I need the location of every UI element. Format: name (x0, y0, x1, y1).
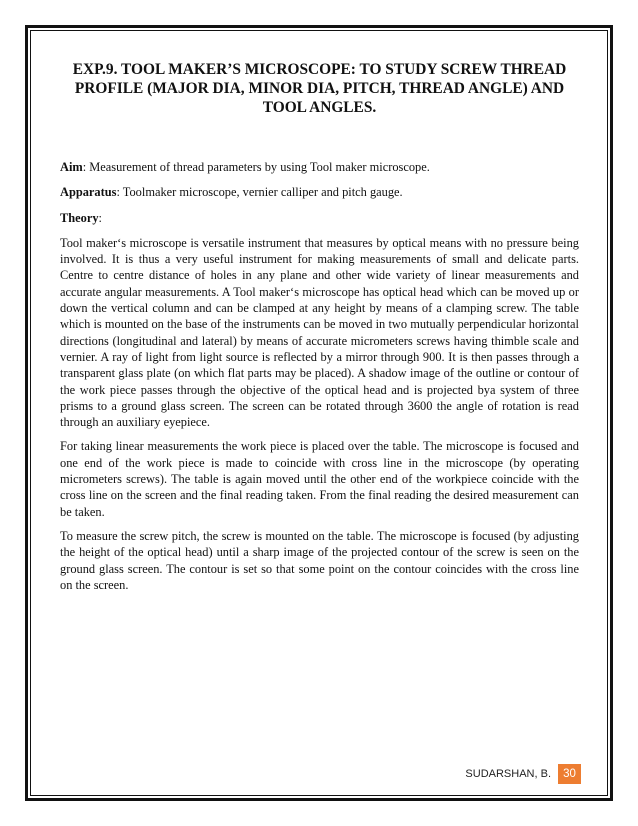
experiment-title: EXP.9. TOOL MAKER’S MICROSCOPE: TO STUDY SCREW THREAD PROFILE (MAJOR DIA, MINOR DIA, PITCH, THREAD ANGLE) AND TOOL ANGLES. (72, 61, 567, 116)
theory-paragraph-1: Tool maker‘s microscope is versatile instrument that measures by optical means with no pressure being involved. It is thus a very useful instrument for making measurements of small and delicate parts. Centre to centre distance of holes in any plane and other wide variety of linear measurements and accurate angular measurements. A Tool maker‘s microscope has optical head which can be moved up or down the vertical column and can be clamped at any height by means of a clamping screw. The table which is mounted on the base of the instruments can be moved in two mutually perpendicular horizontal directions (longitudinal and lateral) by means of accurate micrometers screws having thimble scale and vernier. A ray of light from light source is reflected by a mirror through 900. It is then passes through a transparent glass plate (on which flat parts may be placed). A shadow image of the outline or contour of the work piece passes through the objective of the optical head and is projected bya system of three prisms to a ground glass screen. The screen can be rotated through 3600 the angle of rotation is read through an auxiliary eyepiece. (60, 235, 579, 430)
page-footer (465, 764, 581, 784)
theory-paragraph-3: To measure the screw pitch, the screw is mounted on the table. The microscope is focused (by adjusting the height of the optical head) until a sharp image of the projected contour of the screw is seen on the ground glass screen. The contour is set so that some point on the contour coincides with the cross line on the screen. (60, 528, 579, 592)
theory-label: Theory (60, 210, 99, 225)
page-number-badge: 30 (558, 764, 581, 784)
footer-author: SUDARSHAN, B. (465, 768, 551, 780)
aim-label: Aim (60, 160, 83, 174)
apparatus-label: Apparatus (60, 185, 117, 200)
theory-heading (60, 210, 579, 226)
aim-text: : Measurement of thread parameters by using Tool maker microscope. (82, 160, 430, 174)
theory-paragraph-2: For taking linear measurements the work piece is placed over the table. The microscope is focused and one end of the work piece is made to coincide with cross line in the microscope (by operating micrometers screws). The table is again moved until the other end of the workpiece coincide with the cross line on the screen and the final reading taken. From the final reading the desired measurement can be taken. (60, 439, 579, 519)
apparatus-line (60, 184, 579, 200)
theory-colon: : (98, 210, 102, 225)
aim-line (60, 159, 579, 175)
apparatus-text: : Toolmaker microscope, vernier calliper and pitch gauge. (116, 185, 403, 200)
page-content (60, 60, 579, 601)
